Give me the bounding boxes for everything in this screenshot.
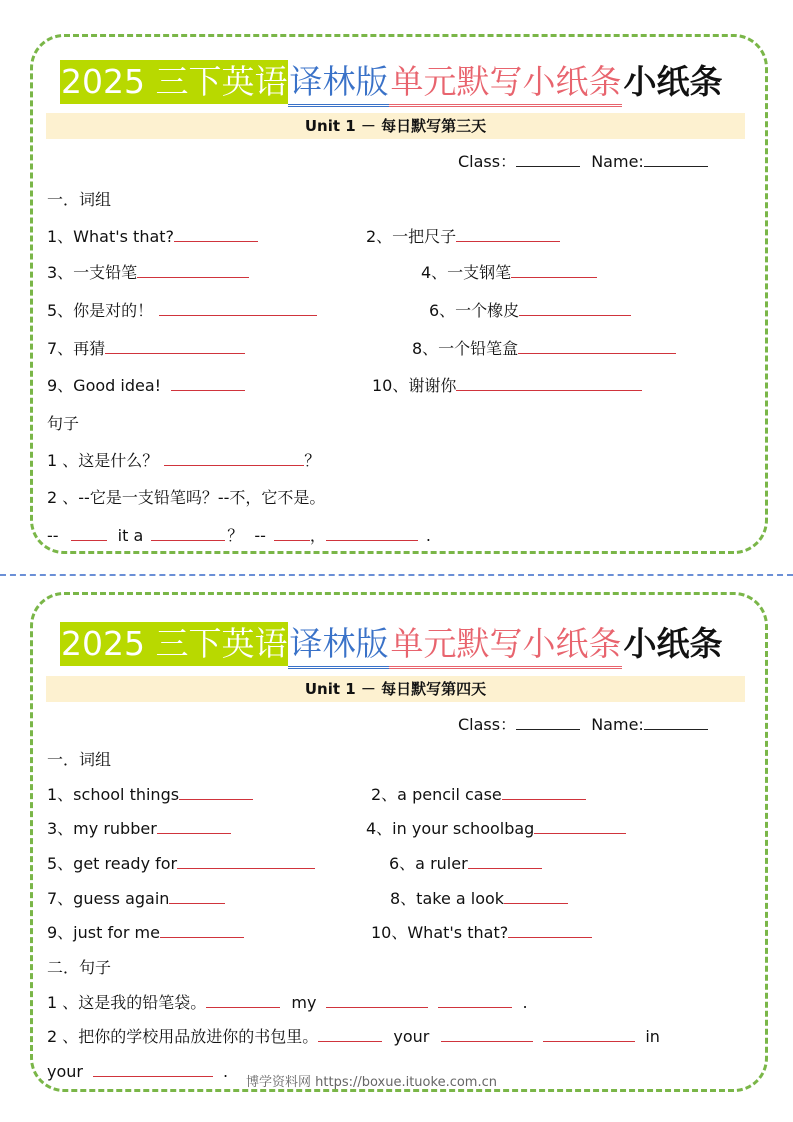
item-label: 1、school things [47,785,180,804]
item-label: 6、一个橡皮 [429,301,520,320]
section-heading-phrases: 一．词组 [47,190,112,209]
sentence-prompt: 2 、把你的学校用品放进你的书包里。 [47,1027,319,1046]
title-blue-part: 译林版 [288,622,389,669]
list-item [47,784,253,806]
answer-blank[interactable] [177,853,315,869]
list-item [412,338,676,360]
sentence-end-mark: ？ [304,451,321,470]
sentence-1 [47,450,320,472]
answer-blank[interactable] [534,818,626,834]
list-item [389,853,542,875]
list-item [372,375,642,397]
question-mark: ？ [227,526,244,545]
answer-blank[interactable] [518,338,676,354]
item-label: 7、guess again [47,889,170,908]
answer-blank[interactable] [71,525,107,541]
dash-mark: -- [47,526,59,545]
worksheet-title [60,622,723,666]
answer-blank[interactable] [318,1026,382,1042]
sentence-prompt: 1 、这是我的铅笔袋。 [47,993,207,1012]
class-label: Class： [458,715,517,734]
item-label: 5、你是对的！ [47,301,154,320]
sentence-2 [47,1026,660,1048]
item-label: 1、What's that? [47,227,175,246]
item-label: 8、take a look [390,889,505,908]
item-label: 2、一把尺子 [366,227,457,246]
section-heading-phrases: 一．词组 [47,750,112,769]
item-label: 8、一个铅笔盒 [412,339,519,358]
answer-blank[interactable] [274,525,310,541]
period-mark: . [222,1062,229,1081]
list-item [366,818,626,840]
footer-watermark: 博学资料网 https://boxue.ituoke.com.cn [246,1075,497,1090]
sentence-2: 2 、--它是一支铅笔吗？--不，它不是。 [47,488,326,507]
cut-line-divider [0,574,793,576]
title-blue-part: 译林版 [288,60,389,107]
sentence-2-answer [47,525,431,547]
answer-blank[interactable] [179,784,253,800]
item-label: 4、一支钢笔 [421,263,512,282]
worksheet-card-day3 [30,34,768,554]
section-heading-sentences: 二．句子 [47,958,112,977]
unit-heading: Unit 1 － 每日默写第三天 [46,113,745,139]
title-green-part: 2025 三下英语 [60,60,288,104]
answer-blank[interactable] [160,922,244,938]
class-label: Class： [458,152,517,171]
class-blank[interactable] [516,714,580,730]
answer-blank[interactable] [171,375,245,391]
list-item [47,375,245,397]
answer-blank[interactable] [159,300,317,316]
sentence-word: my [291,993,317,1012]
list-item [47,300,317,322]
item-label: 10、谢谢你 [372,376,457,395]
item-label: 9、Good idea! [47,376,162,395]
name-blank[interactable] [644,714,708,730]
list-item [371,922,592,944]
class-name-line [458,714,708,736]
answer-blank[interactable] [206,992,280,1008]
list-item [47,338,245,360]
item-label: 4、in your schoolbag [366,819,535,838]
answer-blank[interactable] [164,450,304,466]
list-item [421,262,597,284]
answer-blank[interactable] [508,922,592,938]
class-name-line [458,151,708,173]
title-black-part: 小纸条 [623,62,723,101]
item-label: 2、a pencil case [371,785,502,804]
answer-blank[interactable] [543,1026,635,1042]
sentence-word: your [47,1062,83,1081]
sentence-word: it a [117,526,144,545]
list-item [47,226,258,248]
list-item [366,226,560,248]
sentence-word: your [393,1027,430,1046]
class-blank[interactable] [516,151,580,167]
list-item [429,300,631,322]
list-item [47,818,231,840]
list-item [47,922,244,944]
answer-blank[interactable] [456,375,642,391]
answer-blank[interactable] [511,262,597,278]
sentence-1 [47,992,528,1014]
sentence-prompt: 1 、这是什么？ [47,451,159,470]
list-item [47,888,225,910]
answer-blank[interactable] [151,525,225,541]
answer-blank[interactable] [137,262,249,278]
name-blank[interactable] [644,151,708,167]
title-red-part: 单元默写小纸条 [389,60,622,107]
answer-blank[interactable] [326,525,418,541]
title-green-part: 2025 三下英语 [60,622,288,666]
answer-blank[interactable] [157,818,231,834]
list-item [371,784,586,806]
name-label: Name: [591,715,644,734]
title-red-part: 单元默写小纸条 [389,622,622,669]
answer-blank[interactable] [93,1061,213,1077]
answer-blank[interactable] [502,784,586,800]
answer-blank[interactable] [519,300,631,316]
item-label: 3、一支铅笔 [47,263,138,282]
answer-blank[interactable] [174,226,258,242]
answer-blank[interactable] [438,992,512,1008]
worksheet-title [60,60,723,104]
period-mark: . [522,993,528,1012]
item-label: 9、just for me [47,923,160,942]
sentence-2-continued [47,1061,228,1083]
answer-blank[interactable] [504,888,568,904]
item-label: 3、my rubber [47,819,157,838]
name-label: Name: [591,152,644,171]
item-label: 6、a ruler [389,854,468,873]
list-item [47,262,249,284]
period-mark: . [425,526,432,545]
answer-blank[interactable] [441,1026,533,1042]
title-black-part: 小纸条 [623,624,723,663]
sentence-word: in [645,1027,660,1046]
item-label: 10、What's that? [371,923,509,942]
answer-blank[interactable] [456,226,560,242]
answer-blank[interactable] [468,853,542,869]
list-item [47,853,315,875]
section-heading-sentences: 句子 [47,414,80,433]
dash-mark: -- [254,526,266,545]
answer-blank[interactable] [105,338,245,354]
comma-mark: ， [309,526,326,545]
list-item [390,888,568,910]
item-label: 5、get ready for [47,854,178,873]
answer-blank[interactable] [169,888,225,904]
answer-blank[interactable] [326,992,428,1008]
item-label: 7、再猜 [47,339,106,358]
unit-heading: Unit 1 － 每日默写第四天 [46,676,745,702]
